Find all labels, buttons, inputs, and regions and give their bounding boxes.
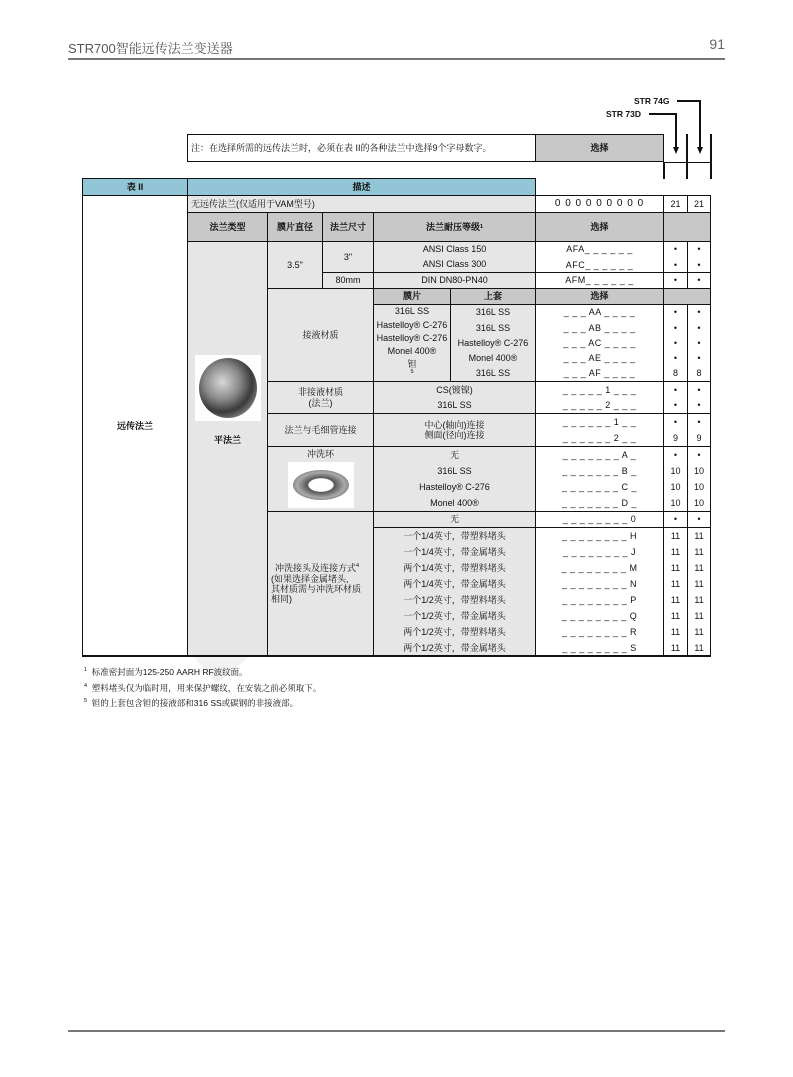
note-text: 注：在选择所需的远传法兰时，必须在表 II的各种法兰中选择9个字母数字。 — [187, 134, 536, 162]
availability-mark: • — [697, 244, 701, 255]
footnote-mark: 1 — [84, 667, 88, 674]
flush-connection-str73d — [663, 527, 688, 657]
availability-mark: 11 — [694, 578, 704, 589]
column-divider — [663, 162, 711, 163]
option-code: _ _ _ _ _ _ _ _ S — [562, 642, 637, 653]
connection-type: 两个1/2英寸，带金属堵头 — [403, 642, 506, 653]
no-flange-str73d: 21 — [663, 195, 688, 213]
ratings-str74g — [687, 241, 711, 289]
capillary-codes — [535, 413, 664, 447]
non-wetted-codes — [535, 381, 664, 414]
ratings-codes — [535, 241, 664, 289]
non-wetted-label-line: 非接液材质 — [297, 387, 343, 398]
non-wetted-str74g — [687, 381, 711, 414]
callout-line — [675, 113, 677, 147]
no-flange-text: 无远传法兰(仅适用于VAM型号) — [187, 195, 536, 213]
capillary-types — [373, 413, 536, 447]
availability-mark: 10 — [670, 481, 681, 492]
connection-type: 两个1/4英寸，带塑料堵头 — [403, 562, 506, 573]
availability-mark: • — [673, 400, 678, 411]
availability-mark: 10 — [693, 481, 704, 492]
availability-mark: • — [697, 259, 701, 270]
connection-type: 两个1/4英寸，带金属堵头 — [403, 578, 506, 589]
option-code: _ _ _ _ _ _ _ B _ — [562, 465, 637, 476]
footnote-mark: 4 — [84, 683, 88, 690]
cover-material: 316L SS — [475, 307, 511, 318]
material-text: 316L SS — [437, 465, 472, 476]
availability-mark: 11 — [694, 594, 704, 605]
material-text: 无 — [449, 449, 459, 460]
diaphragm-material: 钽 — [407, 358, 417, 369]
diameter-cell: 3.5" — [267, 241, 323, 289]
cover-material: 316L SS — [475, 322, 511, 333]
wetted-str73d — [663, 304, 688, 382]
option-code: _ _ _ AC _ _ _ _ — [563, 337, 636, 348]
flush-connection-label-line: 其材质需与冲洗环材质 — [271, 584, 362, 594]
header-divider — [68, 58, 725, 60]
flush-ring-cell — [267, 446, 374, 512]
flush-none-str74g: • — [687, 511, 711, 528]
availability-mark: 11 — [670, 530, 681, 541]
option-code: _ _ _ _ _ _ _ _ H — [561, 530, 638, 541]
option-code: _ _ _ AE _ _ _ _ — [563, 352, 636, 363]
wetted-diaphragm-header: 膜片 — [373, 288, 451, 305]
rating-din: DIN DN80-PN40 — [373, 272, 536, 289]
availability-mark: 8 — [672, 368, 678, 379]
flush-none-str73d: • — [663, 511, 688, 528]
availability-mark: 8 — [696, 368, 702, 379]
availability-mark: 9 — [696, 432, 702, 443]
availability-mark: • — [697, 352, 701, 363]
flush-connection-types — [373, 527, 536, 657]
availability-mark: 11 — [694, 530, 704, 541]
footnote-ref: 4 — [356, 563, 360, 570]
flush-none-code-cell — [535, 511, 664, 528]
availability-mark: • — [673, 416, 678, 427]
availability-mark: • — [673, 384, 678, 395]
wetted-label: 接液材质 — [267, 288, 374, 382]
availability-mark: 11 — [694, 642, 704, 653]
size-80mm: 80mm — [322, 272, 374, 289]
no-flange-str74g: 21 — [687, 195, 711, 213]
option-code: _ _ _ _ _ _ _ _ J — [562, 546, 637, 557]
flush-ring-photo-shape — [293, 470, 349, 500]
flush-ring-materials — [373, 446, 536, 512]
availability-mark: • — [697, 337, 701, 348]
option-code: _ _ _ _ _ _ _ _ M — [561, 562, 638, 573]
cover-material: Hastelloy® C-276 — [457, 337, 529, 348]
flush-ring-str73d — [663, 446, 688, 512]
category-label: 远传法兰 — [116, 420, 153, 431]
availability-mark: • — [697, 322, 701, 333]
table-bottom-border — [82, 655, 711, 657]
connection-type: 一个1/2英寸，带金属堵头 — [403, 610, 506, 621]
connection-type: 中心(轴向)连接 — [424, 419, 485, 430]
availability-mark: • — [673, 449, 678, 460]
description-header: 描述 — [187, 178, 536, 196]
availability-mark: 10 — [670, 465, 681, 476]
footnote-text: 标准密封面为125-250 AARH RF波纹面。 — [91, 667, 248, 677]
callout-str74g: STR 74G — [634, 96, 670, 106]
connection-type: 两个1/2英寸，带塑料堵头 — [403, 626, 506, 637]
arrow-down-icon — [697, 147, 703, 154]
option-code: _ _ _ AF _ _ _ _ — [563, 368, 636, 379]
flange-size-header: 法兰尺寸 — [322, 212, 374, 242]
flat-flange-image — [195, 355, 261, 421]
diaphragm-material: 316L SS — [394, 306, 430, 317]
option-code: _ _ _ _ _ _ _ _ P — [562, 594, 637, 605]
footnote — [84, 666, 248, 678]
availability-mark: • — [697, 384, 701, 395]
flush-connection-label-line: (如果选择金属堵头, — [271, 573, 349, 584]
model-header-blank — [663, 212, 711, 242]
availability-mark: 10 — [670, 497, 681, 508]
flush-ring-codes — [535, 446, 664, 512]
flush-ring-str74g — [687, 446, 711, 512]
availability-mark: 10 — [693, 497, 704, 508]
ratings-ansi — [373, 241, 536, 273]
size-3in: 3" — [322, 241, 374, 273]
pressure-rating-header — [373, 212, 536, 242]
footnote-mark: 5 — [84, 698, 88, 705]
category-cell — [82, 195, 188, 657]
availability-mark: • — [697, 275, 701, 286]
table-label: 表 II — [82, 178, 188, 196]
flush-connection-label-line: 相同) — [271, 594, 292, 605]
flush-connection-str74g — [687, 527, 711, 657]
model-header-blank — [663, 288, 711, 305]
footnote-text: 钽的上套包含钽的接液部和316 SS或碳钢的非接液部。 — [91, 698, 299, 708]
footnote-ref: 5 — [410, 369, 414, 376]
flush-connection-codes — [535, 527, 664, 657]
page-header-title: STR700智能远传法兰变送器 — [68, 41, 233, 56]
material-text: CS(镀镍) — [436, 384, 473, 395]
rating-text: ANSI Class 150 — [422, 244, 487, 255]
wetted-select-header: 选择 — [535, 288, 664, 305]
availability-mark: 11 — [670, 642, 681, 653]
wetted-cover-list — [450, 304, 536, 382]
option-code: AFM_ _ _ _ _ _ — [565, 275, 634, 286]
cover-material: 316L SS — [475, 368, 511, 379]
callout-str73d: STR 73D — [606, 109, 641, 119]
option-code: AFC_ _ _ _ _ _ — [565, 259, 634, 270]
diaphragm-diameter-header: 膜片直径 — [267, 212, 323, 242]
ratings-str73d — [663, 241, 688, 289]
non-wetted-label — [267, 381, 374, 414]
availability-mark: 11 — [694, 610, 704, 621]
arrow-down-icon — [673, 147, 679, 154]
option-code: _ _ _ _ _ _ _ _ N — [561, 578, 638, 589]
row-divider — [663, 272, 711, 273]
availability-mark: 10 — [693, 465, 704, 476]
connection-type: 一个1/2英寸，带塑料堵头 — [403, 594, 506, 605]
availability-mark: 9 — [672, 432, 678, 443]
diaphragm-material: Hastelloy® C-276 — [376, 332, 448, 343]
no-flange-code: 0 0 0 0 0 0 0 0 0 — [535, 195, 664, 213]
capillary-label: 法兰与毛细管连接 — [267, 413, 374, 447]
flush-connection-label-line: 冲洗接头及连接方式 — [275, 563, 357, 574]
page-number: 91 — [709, 36, 725, 52]
callout-line — [677, 100, 700, 102]
material-text: Hastelloy® C-276 — [419, 481, 490, 492]
non-wetted-label-line: (法兰) — [308, 397, 333, 408]
wetted-str74g — [687, 304, 711, 382]
note-select-header: 选择 — [535, 134, 664, 162]
option-code: _ _ _ _ _ _ _ A _ — [562, 449, 637, 460]
wetted-cover-header: 上套 — [450, 288, 536, 305]
availability-mark: 11 — [670, 594, 681, 605]
callout-line — [699, 100, 701, 147]
material-text: 316L SS — [437, 400, 472, 411]
footnote — [84, 697, 298, 709]
diaphragm-material: Monel 400® — [387, 345, 437, 356]
option-code: _ _ _ _ _ _ _ _ R — [561, 626, 638, 637]
connection-type: 一个1/4英寸，带塑料堵头 — [403, 530, 506, 541]
option-code: _ _ _ _ _ _ _ _ Q — [561, 610, 638, 621]
option-code: _ _ _ _ _ _ _ _ 0 — [562, 514, 637, 525]
option-code: _ _ _ _ _ 2 _ _ _ — [562, 400, 637, 411]
availability-mark: 11 — [670, 578, 681, 589]
availability-mark: • — [697, 307, 701, 318]
availability-mark: 11 — [694, 546, 704, 557]
select-header: 选择 — [535, 212, 664, 242]
availability-mark: 11 — [670, 546, 681, 557]
non-wetted-materials — [373, 381, 536, 414]
cover-material: Monel 400® — [468, 352, 518, 363]
option-code: _ _ _ _ _ _ 1 _ _ — [562, 416, 637, 427]
callout-line — [649, 113, 676, 115]
non-wetted-str73d — [663, 381, 688, 414]
row-divider — [535, 272, 664, 273]
flush-ring-image — [288, 462, 354, 508]
flush-none-text: 无 — [373, 511, 536, 528]
footnote-ref: 1 — [479, 223, 484, 230]
option-code: _ _ _ _ _ _ _ C _ — [561, 481, 638, 492]
column-divider — [710, 134, 712, 179]
footer-divider — [68, 1030, 725, 1032]
flange-type-header: 法兰类型 — [187, 212, 268, 242]
capillary-str73d — [663, 413, 688, 447]
option-code: _ _ _ AA _ _ _ _ — [563, 307, 636, 318]
availability-mark: 11 — [694, 562, 704, 573]
availability-mark: • — [673, 352, 678, 363]
footnote-text: 塑料堵头仅为临时用，用来保护螺纹，在安装之前必须取下。 — [91, 683, 322, 693]
flat-flange-label: 平法兰 — [213, 435, 241, 445]
flush-connection-label — [267, 511, 374, 657]
availability-mark: 11 — [670, 610, 681, 621]
availability-mark: • — [697, 449, 701, 460]
flush-ring-label: 冲洗环 — [306, 449, 334, 459]
diaphragm-material: Hastelloy® C-276 — [376, 319, 448, 330]
option-code: AFA_ _ _ _ _ _ — [566, 244, 633, 255]
option-code: _ _ _ AB _ _ _ _ — [563, 322, 636, 333]
connection-type: 侧面(径向)连接 — [424, 430, 485, 440]
column-divider — [686, 134, 688, 179]
wetted-codes — [535, 304, 664, 382]
availability-mark: • — [673, 307, 678, 318]
flange-type-cell — [187, 241, 268, 657]
option-code: _ _ _ _ _ 1 _ _ _ — [562, 384, 637, 395]
availability-mark: • — [673, 337, 678, 348]
material-text: Monel 400® — [430, 497, 479, 508]
pressure-rating-label: 法兰耐压等级 — [425, 221, 480, 232]
flange-photo-shape — [199, 358, 257, 418]
availability-mark: • — [673, 244, 678, 255]
availability-mark: • — [673, 322, 678, 333]
capillary-str74g — [687, 413, 711, 447]
availability-mark: • — [673, 275, 678, 286]
wetted-diaphragm-list — [373, 304, 451, 382]
availability-mark: • — [697, 400, 701, 411]
footnote — [84, 682, 321, 694]
rating-text: ANSI Class 300 — [422, 259, 487, 270]
option-code: _ _ _ _ _ _ _ D _ — [561, 497, 638, 508]
connection-type: 一个1/4英寸，带金属堵头 — [403, 546, 506, 557]
availability-mark: • — [697, 416, 701, 427]
option-code: _ _ _ _ _ _ 2 _ _ — [562, 432, 637, 443]
availability-mark: 11 — [670, 626, 681, 637]
availability-mark: 11 — [670, 562, 681, 573]
availability-mark: 11 — [694, 626, 704, 637]
column-divider — [663, 162, 665, 179]
availability-mark: • — [673, 259, 678, 270]
